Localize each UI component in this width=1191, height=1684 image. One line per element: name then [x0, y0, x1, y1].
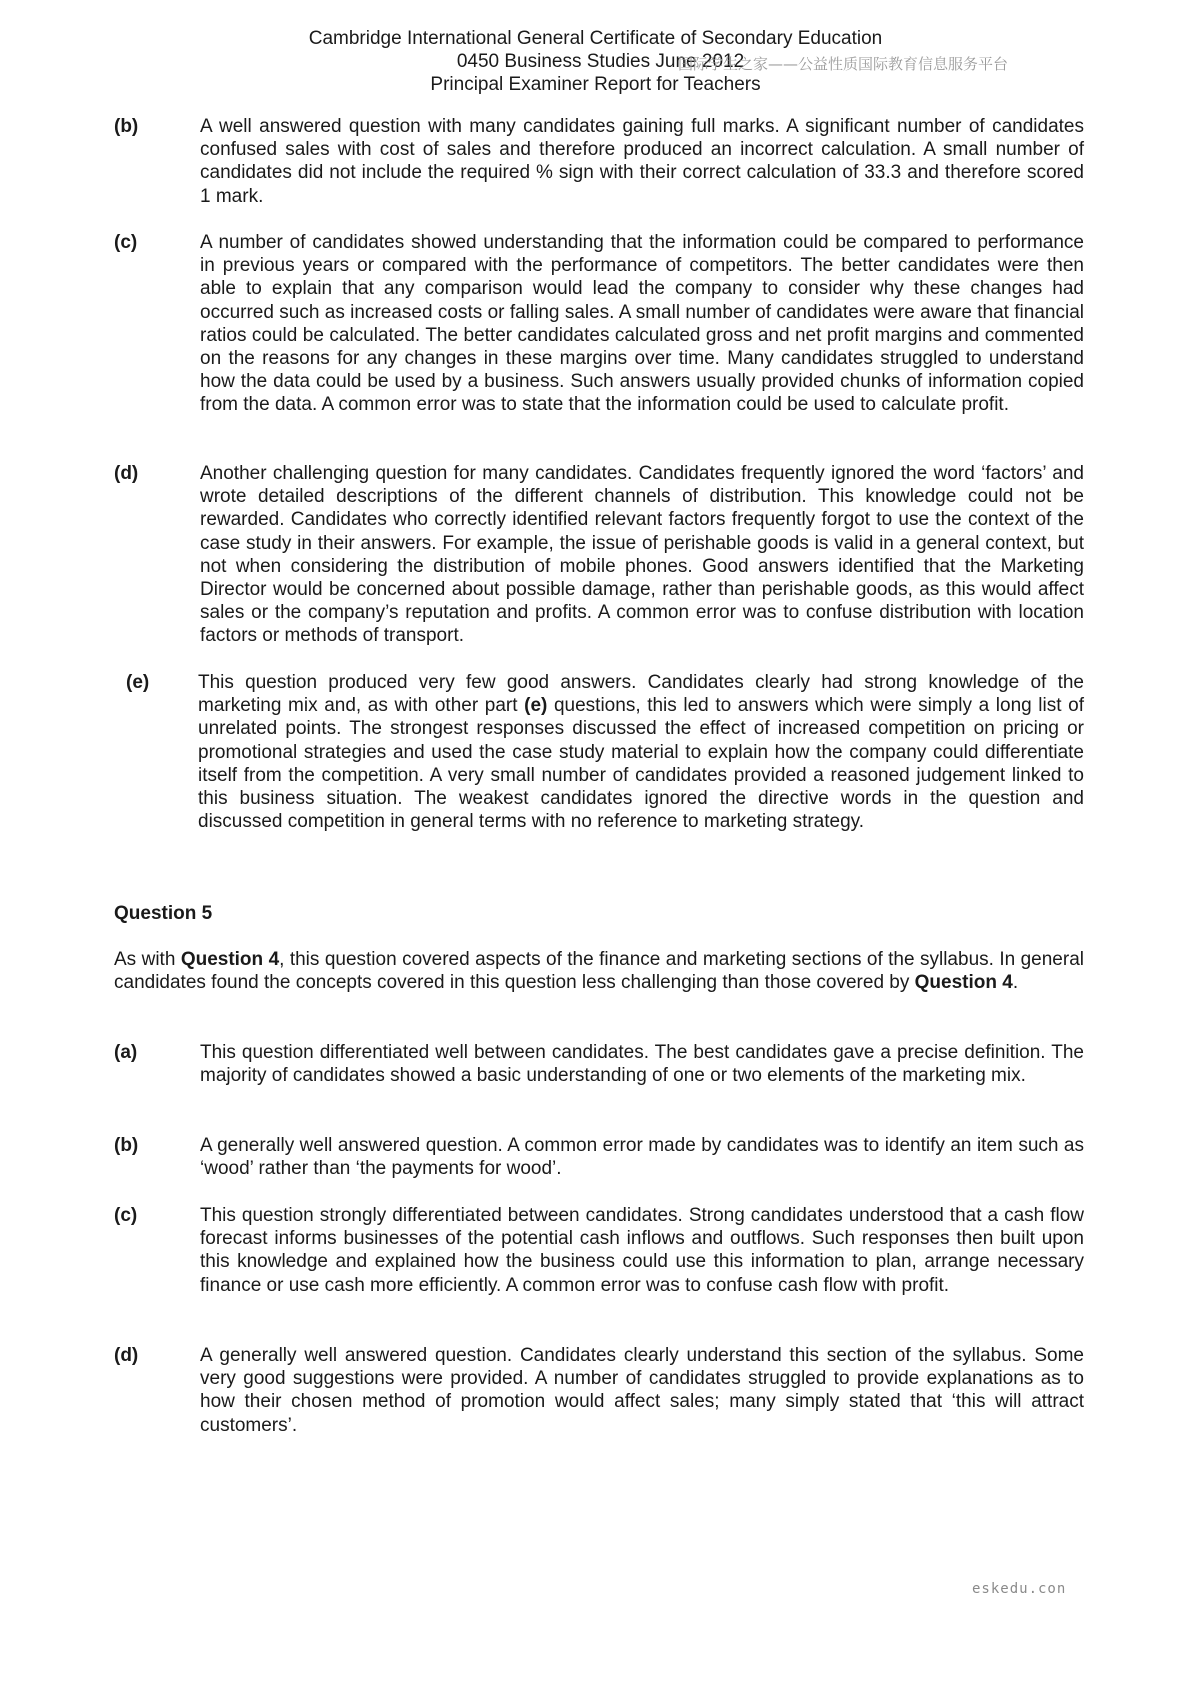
item-text: A number of candidates showed understanding that the information could be compared to performance in previous years or compared with the performance of competitors. The better candidates were then able to explain that any comparison would lead the company to consider why these changes had occurred such as increased costs or falling sales. A small number of candidates were aware that financial ratios could be calculated. The better candidates calculated gross and net profit margins and commented on the reasons for any changes in these margins over time. Many candidates struggled to understand how the data could be used by a business. Such answers usually provided chunks of information copied from the data. A common error was to state that the information could be used to calculate profit. — [200, 232, 1084, 416]
item-label: (b) — [114, 116, 139, 137]
item-text-part: This question produced very few good answers. Candidates clearly had strong knowledge of the marketing mix and, as with other part — [198, 672, 1084, 717]
item-label: (a) — [114, 1042, 138, 1063]
item-label: (d) — [114, 1345, 139, 1366]
watermark-text: 国际学生之家——公益性质国际教育信息服务平台 — [678, 55, 1009, 73]
item-text: Another challenging question for many candidates. Candidates frequently ignored the word ‘factors’ and wrote detailed descriptions of the different channels of distribution. This knowledge could not be rewarded. Candidates who correctly identified relevant factors frequently forgot to use the context of the case study in their answers. For example, the issue of perishable goods is valid in a general context, but not when considering the distribution of mobile phones. Good answers identified that the Marketing Director would be concerned about possible damage, rather than perishable goods, as this would affect sales or the company’s reputation and profits. A common error was to confuse distribution with location factors or methods of transport. — [200, 463, 1084, 647]
item-text: A well answered question with many candidates gaining full marks. A significant number of candidates confused sales with cost of sales and therefore produced an incorrect calculation. A small number of candidates did not include the required % sign with their correct calculation of 33.3 and therefore scored 1 mark. — [200, 116, 1084, 207]
intro-bold: Question 4 — [180, 949, 280, 970]
item-text-bold: (e) — [524, 695, 548, 717]
item-label: (c) — [114, 232, 138, 253]
header-line-3: Principal Examiner Report for Teachers — [430, 74, 761, 96]
item-text: A generally well answered question. Candidates clearly understand this section of the syllabus. Some very good suggestions were provided. A number of candidates struggled to provide explanations as to how their chosen method of promotion would affect sales; many simply stated that ‘this will attract customers’. — [200, 1345, 1084, 1436]
item-text — [198, 671, 1084, 833]
item-text: A generally well answered question. A common error made by candidates was to identify an item such as ‘wood’ rather than ‘the payments for wood’. — [200, 1135, 1084, 1180]
item-text-part: questions, this led to answers which were simply a long list of unrelated points. The strongest responses discussed the effect of increased competition on pricing or promotional strategies and used the case study material to explain how the company could differentiate itself from the competition. A very small number of candidates provided a reasoned judgement linked to this business situation. The weakest candidates ignored the directive words in the question and discussed competition in general terms with no reference to marketing strategy. — [198, 695, 1084, 833]
intro-part: , this question covered aspects of the finance and marketing sections of the syllabus. In general candidates found the concepts covered in this question less challenging than those covered by — [114, 949, 1084, 994]
intro-part: As with — [114, 949, 181, 970]
question-5-heading: Question 5 — [114, 903, 213, 924]
item-text: This question differentiated well between candidates. The best candidates gave a precise definition. The majority of candidates showed a basic understanding of one or two elements of the marketing mix. — [200, 1042, 1084, 1087]
header-line-1: Cambridge International General Certificate of Secondary Education — [308, 28, 883, 49]
intro-part: . — [1012, 972, 1019, 994]
item-label: (c) — [114, 1205, 138, 1226]
item-label: (b) — [114, 1135, 139, 1156]
intro-bold: Question 4 — [914, 972, 1013, 994]
footer-watermark: eskedu.con — [972, 1581, 1067, 1597]
item-text: This question strongly differentiated between candidates. Strong candidates understood that a cash flow forecast informs businesses of the potential cash inflows and outflows. Such responses then built upon this knowledge and explained how the business could use this information to plan, arrange necessary finance or use cash more efficiently. A common error was to confuse cash flow with profit. — [200, 1205, 1084, 1296]
item-label: (e) — [126, 672, 150, 693]
item-label: (d) — [114, 463, 139, 484]
header-line-2: 0450 Business Studies June 2012 — [456, 51, 745, 73]
page-header — [0, 27, 1191, 97]
question-5-intro — [114, 948, 1084, 994]
